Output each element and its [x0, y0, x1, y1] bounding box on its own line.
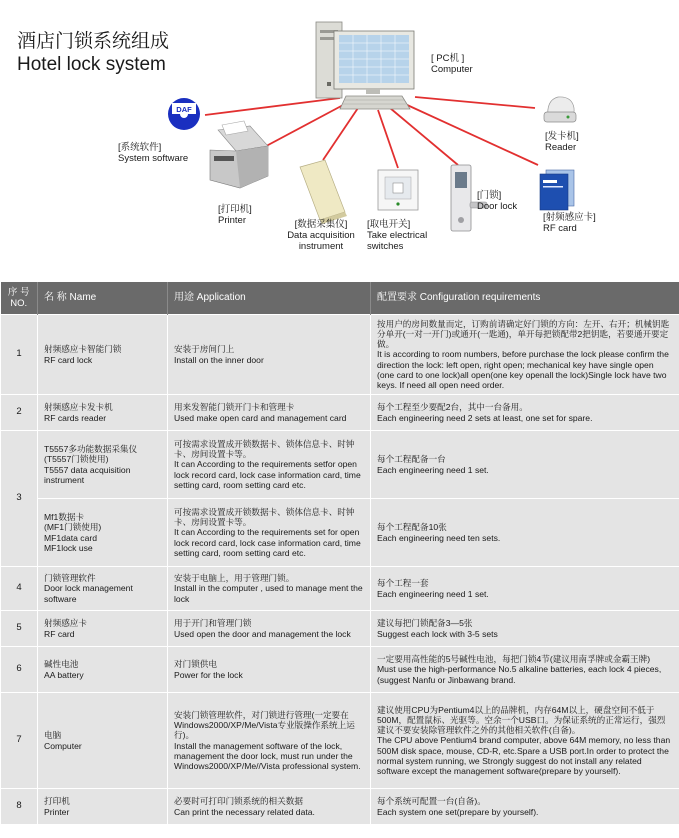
table-row: [1, 611, 679, 647]
text-line: Printer: [44, 806, 70, 817]
text-line: Suggest each lock with 3-5 sets: [377, 628, 498, 639]
rf-card-icon: [540, 170, 574, 210]
text-line: 门锁管理软件: [44, 573, 96, 584]
configuration-table: [0, 282, 679, 825]
table-row: [1, 789, 679, 825]
label-software-en: System software: [118, 153, 189, 164]
label-computer-zh: [ PC机 ]: [431, 53, 465, 64]
text-line: software: [44, 593, 77, 604]
cell-name: [38, 789, 168, 825]
text-line: 每个工程配备10张: [377, 522, 447, 533]
text-line: It can According to the requirements set for open lock record card, lock case information card, time setting card, room setting card etc.: [174, 527, 361, 558]
label-doorlock-en: Door lock: [477, 201, 518, 212]
text-line: Computer: [44, 740, 82, 751]
system-diagram: [0, 0, 679, 265]
cell-configuration: [371, 789, 679, 825]
table-row: [1, 499, 679, 567]
table-row: [1, 315, 679, 395]
title-chinese: 酒店门锁系统组成: [17, 30, 170, 52]
text-line: Used make open card and management card: [174, 412, 347, 423]
text-line: 射频感应卡发卡机: [44, 402, 113, 413]
cell-configuration: [371, 395, 679, 431]
text-line: Each engineering need 1 set.: [377, 588, 489, 599]
label-switch: [367, 219, 427, 252]
text-line: instrument: [44, 474, 85, 485]
row-number: 7: [1, 693, 38, 789]
label-rfcard-en: RF card: [543, 223, 577, 234]
row-number: 1: [1, 315, 38, 395]
text-line: RF cards reader: [44, 412, 107, 423]
text-line: 安装于房间门上: [174, 344, 235, 355]
software-badge-label: DAF: [176, 105, 192, 114]
text-line: 射频感应卡智能门锁: [44, 344, 122, 355]
label-switch-en2: switches: [367, 241, 404, 252]
label-printer-zh: [打印机]: [218, 204, 252, 215]
table-row: [1, 647, 679, 693]
text-line: 用于开门和管理门锁: [174, 618, 252, 629]
label-computer: [431, 53, 473, 75]
text-line: 对门锁供电: [174, 659, 217, 670]
cell-name: [38, 431, 168, 499]
label-acquisition-en2: instrument: [298, 241, 344, 252]
header-no-zh: 序 号: [7, 287, 30, 298]
text-line: Each engineering need 2 sets at least, one set for spare.: [377, 412, 593, 423]
cell-name: [38, 499, 168, 567]
text-line: Door lock management: [44, 583, 133, 594]
cell-configuration: [371, 647, 679, 693]
text-line: Used open the door and management the lock: [174, 628, 351, 639]
text-line: Each engineering need 1 set.: [377, 464, 489, 475]
header-name: 名 称 Name: [38, 282, 168, 315]
header-configuration: 配置要求 Configuration requirements: [371, 282, 679, 315]
cell-configuration: [371, 567, 679, 611]
row-number: 6: [1, 647, 38, 693]
text-line: AA battery: [44, 669, 84, 680]
text-line: The CPU above Pentium4 brand computer, above 64M memory, no less than 500M disk space, mouse, CD-R, etc.Spare a USB port.In order to protect the normal system running, we Strongly suggest do not install any related software except the management software(prepare by yourself).: [377, 735, 671, 776]
text-line: 用来发智能门锁开门卡和管理卡: [174, 402, 295, 413]
cell-application: [168, 789, 371, 825]
cell-name: [38, 647, 168, 693]
table-header-row: [1, 282, 679, 315]
text-line: (T5557门锁使用): [44, 454, 109, 465]
text-line: 安装于电脑上，用于管理门锁。: [174, 573, 295, 584]
text-line: 安装门锁管理软件，对门锁进行管理(一定要在Windows2000/XP/Me/Vista专业版操作系统上运行)。: [174, 709, 355, 741]
text-line: 每个系统可配置一台(自备)。: [377, 796, 486, 807]
header-application: 用途 Application: [168, 282, 371, 315]
text-line: It is according to room numbers, before purchase the lock please confirm the direction the lock: left open, right open; mechanical key have single open (one card to one lock)all open(one key openall the lock)Single lock have two keys. If need all open need order.: [377, 349, 669, 390]
text-line: T5557多功能数据采集仪: [44, 444, 138, 455]
text-line: 可按需求设置成开锁数据卡、锁体信息卡、时钟卡、房间设置卡等。: [174, 506, 355, 528]
label-software: [118, 142, 188, 164]
text-line: Mf1数据卡: [44, 512, 85, 523]
text-line: T5557 data acquisition: [44, 464, 131, 475]
table-row: [1, 693, 679, 789]
cell-application: [168, 611, 371, 647]
label-reader-zh: [发卡机]: [545, 131, 579, 142]
text-line: RF card lock: [44, 354, 93, 365]
text-line: 建议每把门锁配备3—5张: [377, 618, 473, 629]
label-printer-en: Printer: [218, 215, 246, 226]
text-line: Install in the computer , used to manage ment the lock: [174, 583, 363, 604]
cell-application: [168, 567, 371, 611]
text-line: It can According to the requirements setfor open lock record card, lock case information card, time setting card, room setting card etc.: [174, 459, 361, 490]
text-line: 射频感应卡: [44, 618, 87, 629]
text-line: Can print the necessary related data.: [174, 806, 315, 817]
header-no: [1, 282, 38, 315]
text-line: 按用户的房间数量而定，订购前请确定好门锁的方向：左开、右开；机械钥匙分单开(一对一开门)或通开(一匙通)，单开每把锁配带2把钥匙，若要通开要定做。: [377, 318, 670, 350]
text-line: MF1data card: [44, 532, 98, 543]
cell-application: [168, 647, 371, 693]
text-line: RF card: [44, 628, 75, 639]
text-line: 建议使用CPU为Pentium4以上的品牌机，内存64M以上，硬盘空间不低于500M，配置鼠标、光驱等。空余一个USB口。为保证系统的正常运行，强烈建议不要安装除管理软件之外的其他相关软件(自备)。: [377, 704, 666, 736]
table-row: [1, 395, 679, 431]
text-line: (MF1门锁使用): [44, 522, 102, 533]
label-doorlock-zh: [门锁]: [477, 190, 502, 201]
label-reader: [545, 131, 579, 153]
text-line: 每个工程一套: [377, 578, 429, 589]
label-reader-en: Reader: [545, 142, 577, 153]
label-doorlock: [477, 190, 517, 212]
label-rfcard: [543, 212, 596, 234]
cell-configuration: [371, 693, 679, 789]
cell-application: [168, 693, 371, 789]
cell-application: [168, 315, 371, 395]
computer-icon: [316, 22, 414, 109]
text-line: Each system one set(prepare by yourself).: [377, 806, 539, 817]
label-acquisition: [284, 219, 358, 252]
text-line: 碱性电池: [44, 659, 79, 670]
row-number: 8: [1, 789, 38, 825]
text-line: 每个工程配备一台: [377, 454, 446, 465]
cell-name: [38, 693, 168, 789]
cell-configuration: [371, 431, 679, 499]
text-line: Must use the high-performance No.5 alkaline batteries, each lock 4 pieces, (suggest Nanfu or Jinbawang brand.: [377, 664, 662, 685]
text-line: Power for the lock: [174, 669, 243, 680]
header-no-en: NO.: [10, 298, 28, 309]
text-line: 打印机: [44, 796, 70, 807]
text-line: 电脑: [44, 730, 62, 741]
label-switch-en1: Take electrical: [367, 230, 428, 241]
cell-application: [168, 499, 371, 567]
text-line: 一定要用高性能的5号碱性电池，每把门锁4节(建议用南孚牌或金霸王牌): [377, 654, 651, 665]
software-cd-icon: [168, 98, 200, 130]
cell-application: [168, 431, 371, 499]
cell-configuration: [371, 611, 679, 647]
row-number: 2: [1, 395, 38, 431]
cell-name: [38, 567, 168, 611]
text-line: 每个工程至少要配2台，其中一台备用。: [377, 402, 528, 413]
cell-application: [168, 395, 371, 431]
cell-configuration: [371, 499, 679, 567]
electrical-switch-icon: [378, 170, 418, 210]
label-rfcard-zh: [射频感应卡]: [543, 212, 596, 223]
label-software-zh: [系统软件]: [118, 142, 162, 153]
row-number: 3: [1, 431, 38, 567]
label-printer: [218, 204, 252, 226]
label-computer-en: Computer: [431, 64, 473, 75]
label-acquisition-en1: Data acquisition: [287, 230, 355, 241]
text-line: MF1lock use: [44, 542, 93, 553]
text-line: 可按需求设置成开锁数据卡、锁体信息卡、时钟卡、房间设置卡等。: [174, 438, 355, 460]
title-english: Hotel lock system: [17, 54, 166, 75]
cell-name: [38, 395, 168, 431]
label-acquisition-zh: [数据采集仪]: [294, 219, 348, 230]
row-number: 5: [1, 611, 38, 647]
text-line: Install the management software of the lock, management the door lock, must run under the Windows2000/XP/Me//Vista professional system.: [174, 740, 361, 771]
table-row: [1, 431, 679, 499]
table-row: [1, 567, 679, 611]
text-line: Each engineering need ten sets.: [377, 532, 501, 543]
cell-name: [38, 315, 168, 395]
label-switch-zh: [取电开关]: [367, 219, 411, 230]
row-number: 4: [1, 567, 38, 611]
text-line: Install on the inner door: [174, 354, 264, 365]
cell-configuration: [371, 315, 679, 395]
text-line: 必要时可打印门锁系统的相关数据: [174, 796, 303, 807]
cell-name: [38, 611, 168, 647]
